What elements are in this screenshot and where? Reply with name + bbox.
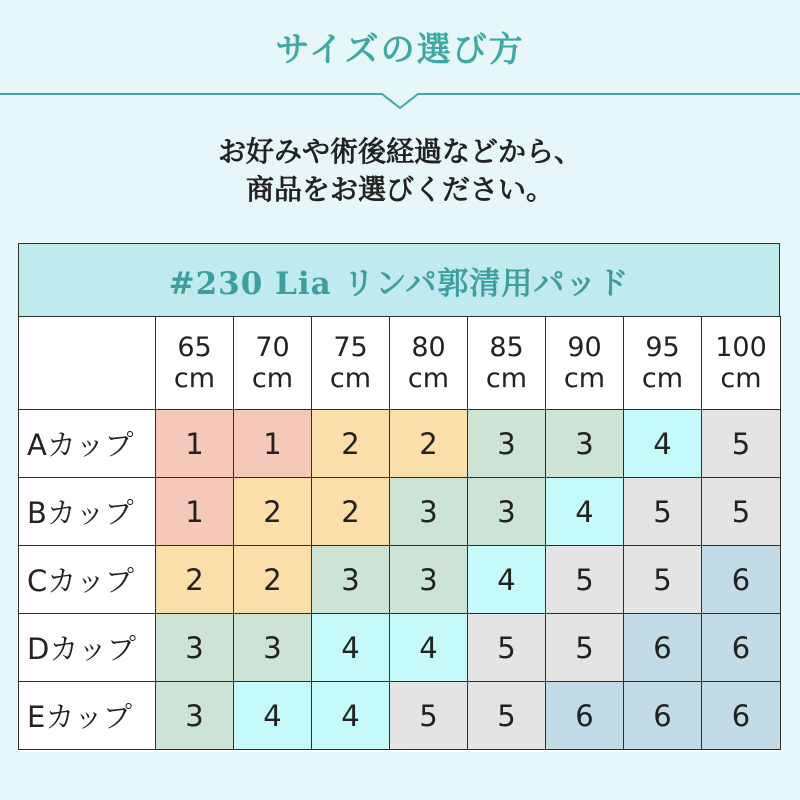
size-cell: 5 <box>624 546 702 614</box>
column-header <box>468 317 546 410</box>
row-label: Eカップ <box>19 682 156 750</box>
table-row <box>19 410 781 478</box>
column-size: 100 <box>715 332 767 363</box>
size-cell: 3 <box>546 410 624 478</box>
size-cell: 6 <box>702 546 781 614</box>
column-size: 75 <box>333 332 368 363</box>
corner-cell <box>19 317 156 410</box>
column-header <box>156 317 234 410</box>
size-cell: 4 <box>312 682 390 750</box>
size-cell: 5 <box>702 478 781 546</box>
size-cell: 5 <box>468 614 546 682</box>
column-unit: cm <box>407 363 450 394</box>
size-cell: 4 <box>546 478 624 546</box>
size-cell: 6 <box>624 614 702 682</box>
size-cell: 5 <box>468 682 546 750</box>
table-row <box>19 614 781 682</box>
column-header <box>546 317 624 410</box>
size-cell: 4 <box>234 682 312 750</box>
row-label: Aカップ <box>19 410 156 478</box>
size-cell: 6 <box>702 682 781 750</box>
size-cell: 4 <box>624 410 702 478</box>
size-cell: 4 <box>390 614 468 682</box>
header-row <box>19 317 781 410</box>
column-size: 85 <box>489 332 524 363</box>
column-header <box>624 317 702 410</box>
size-cell: 3 <box>468 410 546 478</box>
column-unit: cm <box>173 363 216 394</box>
column-unit: cm <box>563 363 606 394</box>
size-cell: 5 <box>390 682 468 750</box>
table-row <box>19 682 781 750</box>
column-header <box>312 317 390 410</box>
column-size: 80 <box>411 332 446 363</box>
header-divider <box>0 80 800 120</box>
intro-line-1: お好みや術後経過などから、 <box>217 135 582 168</box>
row-label: Dカップ <box>19 614 156 682</box>
column-header <box>234 317 312 410</box>
size-cell: 5 <box>546 614 624 682</box>
intro-line-2: 商品をお選びください。 <box>245 173 554 206</box>
size-cell: 2 <box>390 410 468 478</box>
size-cell: 3 <box>156 682 234 750</box>
size-cell: 6 <box>624 682 702 750</box>
column-unit: cm <box>329 363 372 394</box>
table-row <box>19 478 781 546</box>
size-cell: 1 <box>156 478 234 546</box>
size-cell: 2 <box>312 478 390 546</box>
size-cell: 4 <box>468 546 546 614</box>
row-label: Cカップ <box>19 546 156 614</box>
size-cell: 2 <box>156 546 234 614</box>
size-cell: 5 <box>702 410 781 478</box>
size-cell: 1 <box>234 410 312 478</box>
size-cell: 5 <box>624 478 702 546</box>
column-size: 70 <box>255 332 290 363</box>
column-unit: cm <box>251 363 294 394</box>
column-size: 95 <box>645 332 680 363</box>
column-unit: cm <box>641 363 684 394</box>
size-cell: 2 <box>234 478 312 546</box>
size-cell: 3 <box>390 478 468 546</box>
size-cell: 3 <box>156 614 234 682</box>
size-cell: 2 <box>312 410 390 478</box>
column-header <box>390 317 468 410</box>
product-title: #230 Lia リンパ郭清用パッド <box>18 243 780 317</box>
column-header <box>702 317 781 410</box>
size-chart-table <box>18 316 781 750</box>
size-cell: 1 <box>156 410 234 478</box>
column-unit: cm <box>485 363 528 394</box>
column-size: 90 <box>567 332 602 363</box>
size-cell: 3 <box>234 614 312 682</box>
size-cell: 6 <box>546 682 624 750</box>
table-row <box>19 546 781 614</box>
size-cell: 3 <box>390 546 468 614</box>
size-cell: 3 <box>312 546 390 614</box>
size-cell: 6 <box>702 614 781 682</box>
intro-text <box>0 133 800 209</box>
column-unit: cm <box>720 363 762 394</box>
column-size: 65 <box>177 332 212 363</box>
page-title: サイズの選び方 <box>275 30 525 70</box>
size-cell: 5 <box>546 546 624 614</box>
size-cell: 2 <box>234 546 312 614</box>
size-cell: 4 <box>312 614 390 682</box>
size-cell: 3 <box>468 478 546 546</box>
row-label: Bカップ <box>19 478 156 546</box>
